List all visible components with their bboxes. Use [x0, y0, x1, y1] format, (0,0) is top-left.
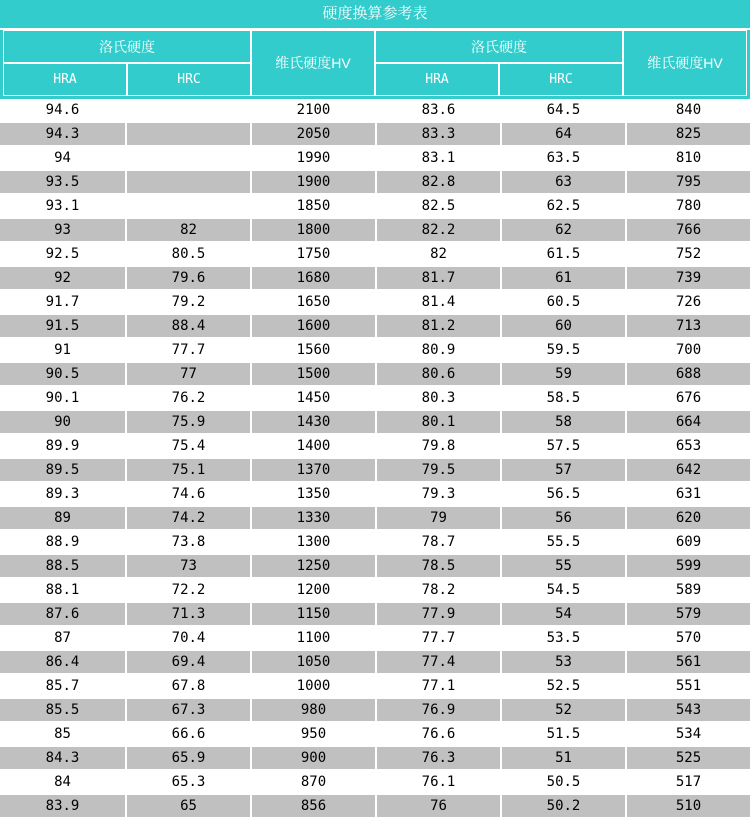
table-cell: 91.7: [0, 291, 125, 315]
table-cell: 82: [375, 243, 500, 267]
table-cell: 78.5: [375, 555, 500, 579]
table-cell: 65: [125, 795, 250, 819]
table-cell: 82.5: [375, 195, 500, 219]
table-cell: 609: [625, 531, 750, 555]
table-cell: 1450: [250, 387, 375, 411]
table-cell: [125, 171, 250, 195]
table-cell: 870: [250, 771, 375, 795]
table-cell: 79: [375, 507, 500, 531]
table-row: [0, 411, 750, 435]
table-cell: 77.7: [375, 627, 500, 651]
table-cell: 81.7: [375, 267, 500, 291]
table-cell: 76.9: [375, 699, 500, 723]
column-group-rockwell-right: 洛氏硬度: [375, 30, 623, 63]
table-cell: 89.9: [0, 435, 125, 459]
table-cell: 61: [500, 267, 625, 291]
table-cell: 726: [625, 291, 750, 315]
table-cell: 89.5: [0, 459, 125, 483]
table-row: [0, 243, 750, 267]
table-cell: 94.3: [0, 123, 125, 147]
table-cell: 980: [250, 699, 375, 723]
table-cell: 900: [250, 747, 375, 771]
table-cell: 1500: [250, 363, 375, 387]
table-row: [0, 459, 750, 483]
table-cell: 79.8: [375, 435, 500, 459]
table-cell: 58: [500, 411, 625, 435]
table-cell: 82: [125, 219, 250, 243]
table-header: [0, 30, 750, 99]
table-cell: 76.3: [375, 747, 500, 771]
table-cell: 79.5: [375, 459, 500, 483]
table-row: [0, 747, 750, 771]
table-cell: 1000: [250, 675, 375, 699]
table-cell: 1200: [250, 579, 375, 603]
table-row: [0, 291, 750, 315]
table-cell: 58.5: [500, 387, 625, 411]
table-row: [0, 699, 750, 723]
table-cell: 60.5: [500, 291, 625, 315]
table-cell: 81.2: [375, 315, 500, 339]
table-cell: 55.5: [500, 531, 625, 555]
table-body: [0, 99, 750, 819]
table-cell: 2100: [250, 99, 375, 123]
table-cell: 570: [625, 627, 750, 651]
table-row: [0, 435, 750, 459]
table-cell: 688: [625, 363, 750, 387]
table-cell: 93.5: [0, 171, 125, 195]
table-title: 硬度换算参考表: [0, 0, 750, 30]
table-cell: 67.3: [125, 699, 250, 723]
table-row: [0, 387, 750, 411]
table-cell: 91: [0, 339, 125, 363]
table-cell: 88.5: [0, 555, 125, 579]
table-cell: 1900: [250, 171, 375, 195]
table-cell: 91.5: [0, 315, 125, 339]
table-cell: 766: [625, 219, 750, 243]
table-cell: 77.9: [375, 603, 500, 627]
table-cell: 57.5: [500, 435, 625, 459]
table-cell: 1750: [250, 243, 375, 267]
table-cell: 79.6: [125, 267, 250, 291]
column-group-rockwell-left: 洛氏硬度: [3, 30, 251, 63]
table-cell: 62.5: [500, 195, 625, 219]
table-cell: 76: [375, 795, 500, 819]
table-cell: 1430: [250, 411, 375, 435]
table-cell: 80.3: [375, 387, 500, 411]
table-cell: 70.4: [125, 627, 250, 651]
table-cell: 81.4: [375, 291, 500, 315]
table-cell: 856: [250, 795, 375, 819]
table-cell: 77.1: [375, 675, 500, 699]
table-cell: 92: [0, 267, 125, 291]
table-cell: 1300: [250, 531, 375, 555]
table-cell: 51.5: [500, 723, 625, 747]
table-row: [0, 483, 750, 507]
table-cell: 85: [0, 723, 125, 747]
table-cell: 66.6: [125, 723, 250, 747]
table-cell: 1560: [250, 339, 375, 363]
table-cell: 84: [0, 771, 125, 795]
table-cell: 780: [625, 195, 750, 219]
table-cell: 83.1: [375, 147, 500, 171]
table-cell: 1650: [250, 291, 375, 315]
table-cell: 543: [625, 699, 750, 723]
table-cell: 676: [625, 387, 750, 411]
table-cell: 664: [625, 411, 750, 435]
table-cell: 56.5: [500, 483, 625, 507]
table-row: [0, 339, 750, 363]
table-cell: 525: [625, 747, 750, 771]
table-cell: 75.9: [125, 411, 250, 435]
table-cell: 83.9: [0, 795, 125, 819]
table-cell: 1250: [250, 555, 375, 579]
table-cell: 59: [500, 363, 625, 387]
table-cell: 88.4: [125, 315, 250, 339]
table-cell: 589: [625, 579, 750, 603]
table-cell: 56: [500, 507, 625, 531]
table-row: [0, 723, 750, 747]
table-cell: 642: [625, 459, 750, 483]
table-cell: [125, 147, 250, 171]
table-cell: 94.6: [0, 99, 125, 123]
table-cell: 84.3: [0, 747, 125, 771]
column-header-hra-right: HRA: [375, 63, 499, 96]
table-cell: 1850: [250, 195, 375, 219]
table-cell: 75.1: [125, 459, 250, 483]
table-row: [0, 99, 750, 123]
table-cell: 950: [250, 723, 375, 747]
table-cell: 57: [500, 459, 625, 483]
table-cell: 653: [625, 435, 750, 459]
table-cell: 77: [125, 363, 250, 387]
table-cell: 80.6: [375, 363, 500, 387]
table-cell: 55: [500, 555, 625, 579]
table-cell: 90.1: [0, 387, 125, 411]
table-cell: 74.2: [125, 507, 250, 531]
table-cell: 840: [625, 99, 750, 123]
table-cell: 60: [500, 315, 625, 339]
table-row: [0, 171, 750, 195]
table-row: [0, 267, 750, 291]
table-cell: 1100: [250, 627, 375, 651]
table-cell: 75.4: [125, 435, 250, 459]
column-header-hrc-right: HRC: [499, 63, 623, 96]
table-cell: 77.4: [375, 651, 500, 675]
table-cell: 53: [500, 651, 625, 675]
table-row: [0, 123, 750, 147]
table-row: [0, 555, 750, 579]
table-cell: 80.9: [375, 339, 500, 363]
table-cell: 65.3: [125, 771, 250, 795]
table-cell: 78.2: [375, 579, 500, 603]
table-cell: 551: [625, 675, 750, 699]
table-cell: 1800: [250, 219, 375, 243]
table-cell: 72.2: [125, 579, 250, 603]
table-cell: 76.6: [375, 723, 500, 747]
table-cell: 90: [0, 411, 125, 435]
table-cell: 73: [125, 555, 250, 579]
table-cell: 2050: [250, 123, 375, 147]
table-cell: 59.5: [500, 339, 625, 363]
table-cell: 713: [625, 315, 750, 339]
table-cell: 700: [625, 339, 750, 363]
table-cell: 78.7: [375, 531, 500, 555]
table-cell: [125, 123, 250, 147]
table-row: [0, 219, 750, 243]
table-cell: 86.4: [0, 651, 125, 675]
table-cell: 1680: [250, 267, 375, 291]
table-cell: 87: [0, 627, 125, 651]
table-cell: 1330: [250, 507, 375, 531]
table-cell: 510: [625, 795, 750, 819]
table-row: [0, 195, 750, 219]
table-cell: 92.5: [0, 243, 125, 267]
table-row: [0, 651, 750, 675]
table-cell: 79.2: [125, 291, 250, 315]
table-cell: 631: [625, 483, 750, 507]
column-header-vickers-right: 维氏硬度HV: [623, 30, 747, 96]
table-cell: 83.6: [375, 99, 500, 123]
table-cell: 80.1: [375, 411, 500, 435]
table-row: [0, 315, 750, 339]
table-cell: 87.6: [0, 603, 125, 627]
table-cell: 561: [625, 651, 750, 675]
table-cell: 82.8: [375, 171, 500, 195]
table-cell: 62: [500, 219, 625, 243]
table-cell: 90.5: [0, 363, 125, 387]
table-cell: 88.1: [0, 579, 125, 603]
table-cell: 1350: [250, 483, 375, 507]
table-cell: 71.3: [125, 603, 250, 627]
table-cell: [125, 99, 250, 123]
table-cell: 67.8: [125, 675, 250, 699]
table-cell: 80.5: [125, 243, 250, 267]
table-cell: 579: [625, 603, 750, 627]
table-row: [0, 507, 750, 531]
table-cell: 65.9: [125, 747, 250, 771]
column-header-hra-left: HRA: [3, 63, 127, 96]
table-row: [0, 579, 750, 603]
table-cell: 73.8: [125, 531, 250, 555]
table-cell: 1370: [250, 459, 375, 483]
table-cell: [125, 195, 250, 219]
table-cell: 50.2: [500, 795, 625, 819]
table-cell: 810: [625, 147, 750, 171]
table-cell: 89: [0, 507, 125, 531]
table-cell: 599: [625, 555, 750, 579]
table-cell: 93.1: [0, 195, 125, 219]
table-cell: 61.5: [500, 243, 625, 267]
table-cell: 93: [0, 219, 125, 243]
table-cell: 51: [500, 747, 625, 771]
table-cell: 752: [625, 243, 750, 267]
table-cell: 89.3: [0, 483, 125, 507]
table-cell: 63: [500, 171, 625, 195]
column-header-vickers-left: 维氏硬度HV: [251, 30, 375, 96]
table-cell: 64.5: [500, 99, 625, 123]
table-cell: 76.1: [375, 771, 500, 795]
table-cell: 825: [625, 123, 750, 147]
table-cell: 1600: [250, 315, 375, 339]
table-cell: 94: [0, 147, 125, 171]
table-row: [0, 363, 750, 387]
table-row: [0, 603, 750, 627]
table-cell: 64: [500, 123, 625, 147]
table-cell: 1400: [250, 435, 375, 459]
table-cell: 739: [625, 267, 750, 291]
table-cell: 74.6: [125, 483, 250, 507]
table-cell: 1150: [250, 603, 375, 627]
table-cell: 53.5: [500, 627, 625, 651]
table-cell: 83.3: [375, 123, 500, 147]
table-cell: 79.3: [375, 483, 500, 507]
table-cell: 534: [625, 723, 750, 747]
table-cell: 54.5: [500, 579, 625, 603]
table-cell: 52.5: [500, 675, 625, 699]
column-header-hrc-left: HRC: [127, 63, 251, 96]
table-row: [0, 627, 750, 651]
table-cell: 1990: [250, 147, 375, 171]
table-row: [0, 771, 750, 795]
table-row: [0, 531, 750, 555]
table-cell: 82.2: [375, 219, 500, 243]
table-cell: 85.7: [0, 675, 125, 699]
table-row: [0, 795, 750, 819]
table-row: [0, 147, 750, 171]
table-cell: 52: [500, 699, 625, 723]
table-cell: 69.4: [125, 651, 250, 675]
table-cell: 620: [625, 507, 750, 531]
table-cell: 1050: [250, 651, 375, 675]
table-cell: 76.2: [125, 387, 250, 411]
table-cell: 88.9: [0, 531, 125, 555]
table-cell: 77.7: [125, 339, 250, 363]
table-cell: 517: [625, 771, 750, 795]
table-cell: 85.5: [0, 699, 125, 723]
table-cell: 795: [625, 171, 750, 195]
table-cell: 50.5: [500, 771, 625, 795]
table-cell: 63.5: [500, 147, 625, 171]
table-cell: 54: [500, 603, 625, 627]
table-row: [0, 675, 750, 699]
